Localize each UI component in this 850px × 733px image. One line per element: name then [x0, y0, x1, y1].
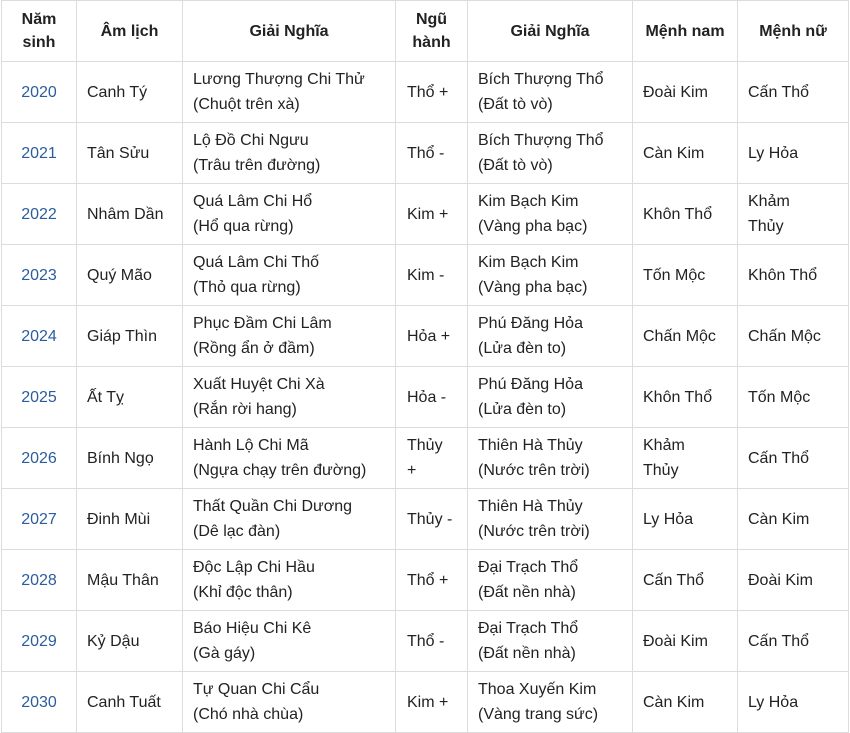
menh-nu-line-1: Ly Hỏa	[748, 144, 799, 162]
menh-nam-line-1: Đoài Kim	[643, 83, 708, 101]
menh-nu-cell	[738, 123, 849, 184]
table-row	[2, 62, 849, 123]
giai-nghia-2-cell	[468, 184, 633, 245]
menh-nu-line-1: Đoài Kim	[748, 571, 813, 589]
giai-nghia-2-line-1: Đại Trạch Thổ	[478, 620, 579, 637]
header-giai-nghia-1: Giải Nghĩa	[183, 1, 396, 62]
giai-nghia-2-line-1: Kim Bạch Kim	[478, 193, 579, 210]
menh-nam-cell	[633, 184, 738, 245]
menh-nam-cell	[633, 62, 738, 123]
menh-nu-line-2: Thủy	[748, 218, 784, 235]
year-link[interactable]: 2025	[2, 367, 77, 428]
giai-nghia-2-line-1: Thoa Xuyến Kim	[478, 681, 597, 698]
giai-nghia-1-line-1: Phục Đầm Chi Lâm	[193, 315, 332, 332]
table-row	[2, 550, 849, 611]
giai-nghia-2-line-1: Phú Đăng Hỏa	[478, 315, 583, 332]
menh-nam-cell	[633, 489, 738, 550]
menh-nu-cell	[738, 672, 849, 733]
year-link[interactable]: 2023	[2, 245, 77, 306]
menh-nu-cell	[738, 62, 849, 123]
giai-nghia-2-line-2: (Vàng trang sức)	[478, 706, 599, 723]
header-row	[2, 1, 849, 62]
zodiac-table	[1, 0, 849, 733]
giai-nghia-2-cell	[468, 245, 633, 306]
menh-nam-cell	[633, 428, 738, 489]
year-link[interactable]: 2024	[2, 306, 77, 367]
am-lich-cell: Canh Tuất	[77, 672, 183, 733]
giai-nghia-1-line-1: Lương Thượng Chi Thử	[193, 71, 365, 88]
menh-nam-cell	[633, 550, 738, 611]
header-menh-nam: Mệnh nam	[633, 1, 738, 62]
giai-nghia-2-line-2: (Lửa đèn to)	[478, 401, 567, 418]
menh-nam-line-1: Tốn Mộc	[643, 266, 706, 284]
giai-nghia-2-line-1: Bích Thượng Thổ	[478, 71, 604, 88]
ngu-hanh-cell	[396, 306, 468, 367]
giai-nghia-1-line-2: (Chuột trên xà)	[193, 96, 300, 113]
am-lich-cell: Bính Ngọ	[77, 428, 183, 489]
table-body	[2, 62, 849, 733]
giai-nghia-1-line-2: (Hổ qua rừng)	[193, 218, 294, 235]
giai-nghia-1-line-1: Báo Hiệu Chi Kê	[193, 620, 312, 637]
menh-nu-line-1: Cấn Thổ	[748, 449, 810, 467]
giai-nghia-1-cell	[183, 306, 396, 367]
giai-nghia-1-cell	[183, 489, 396, 550]
giai-nghia-1-line-1: Xuất Huyệt Chi Xà	[193, 376, 325, 393]
menh-nu-line-1: Chấn Mộc	[748, 327, 821, 345]
am-lich-cell: Quý Mão	[77, 245, 183, 306]
giai-nghia-2-cell	[468, 611, 633, 672]
ngu-hanh-line-2: +	[407, 462, 417, 479]
header-nam-sinh	[2, 1, 77, 62]
table-row	[2, 428, 849, 489]
ngu-hanh-cell	[396, 489, 468, 550]
giai-nghia-1-line-2: (Thỏ qua rừng)	[193, 279, 301, 296]
ngu-hanh-line-1: Hỏa -	[407, 388, 447, 406]
menh-nam-line-1: Càn Kim	[643, 693, 705, 711]
giai-nghia-1-line-1: Thất Quần Chi Dương	[193, 498, 353, 515]
ngu-hanh-line-1: Thổ +	[407, 83, 449, 101]
am-lich-cell: Tân Sửu	[77, 123, 183, 184]
menh-nam-cell	[633, 123, 738, 184]
giai-nghia-1-line-1: Độc Lập Chi Hầu	[193, 559, 315, 576]
year-link[interactable]: 2021	[2, 123, 77, 184]
giai-nghia-2-line-2: (Nước trên trời)	[478, 462, 590, 479]
giai-nghia-2-cell	[468, 550, 633, 611]
giai-nghia-2-line-2: (Đất tò vò)	[478, 157, 553, 174]
giai-nghia-2-line-1: Phú Đăng Hỏa	[478, 376, 583, 393]
menh-nam-cell	[633, 367, 738, 428]
giai-nghia-2-cell	[468, 62, 633, 123]
menh-nam-cell	[633, 672, 738, 733]
giai-nghia-2-cell	[468, 428, 633, 489]
giai-nghia-2-line-2: (Nước trên trời)	[478, 523, 590, 540]
menh-nam-line-1: Khảm	[643, 437, 685, 454]
giai-nghia-2-line-2: (Vàng pha bạc)	[478, 218, 588, 235]
ngu-hanh-line-1: Thổ -	[407, 632, 445, 650]
header-ngu-hanh-line-1: Ngũ	[415, 11, 448, 28]
menh-nu-cell	[738, 550, 849, 611]
am-lich-cell: Giáp Thìn	[77, 306, 183, 367]
header-nam-sinh-line-2: sinh	[22, 34, 56, 51]
giai-nghia-2-line-2: (Vàng pha bạc)	[478, 279, 588, 296]
giai-nghia-2-line-2: (Đất tò vò)	[478, 96, 553, 113]
menh-nam-line-1: Khôn Thổ	[643, 388, 713, 406]
ngu-hanh-cell	[396, 123, 468, 184]
giai-nghia-1-line-1: Lộ Đồ Chi Ngưu	[193, 132, 309, 149]
menh-nu-line-1: Khôn Thổ	[748, 266, 818, 284]
giai-nghia-1-cell	[183, 245, 396, 306]
giai-nghia-1-line-2: (Khỉ độc thân)	[193, 584, 293, 601]
header-ngu-hanh	[396, 1, 468, 62]
menh-nam-line-1: Chấn Mộc	[643, 327, 716, 345]
ngu-hanh-line-1: Kim -	[407, 266, 445, 284]
menh-nu-line-1: Càn Kim	[748, 510, 810, 528]
menh-nu-cell	[738, 428, 849, 489]
year-link[interactable]: 2020	[2, 62, 77, 123]
giai-nghia-1-cell	[183, 672, 396, 733]
header-nam-sinh-line-1: Năm	[21, 11, 57, 28]
year-link[interactable]: 2030	[2, 672, 77, 733]
ngu-hanh-line-1: Kim +	[407, 205, 449, 223]
giai-nghia-1-line-2: (Ngựa chạy trên đường)	[193, 462, 367, 479]
ngu-hanh-line-1: Thủy -	[407, 510, 453, 528]
giai-nghia-1-line-1: Quá Lâm Chi Thố	[193, 254, 319, 271]
giai-nghia-2-line-2: (Đất nền nhà)	[478, 584, 576, 601]
menh-nam-cell	[633, 245, 738, 306]
giai-nghia-1-line-2: (Rắn rời hang)	[193, 401, 297, 418]
header-ngu-hanh-line-2: hành	[412, 34, 451, 51]
giai-nghia-1-cell	[183, 611, 396, 672]
menh-nam-line-1: Đoài Kim	[643, 632, 708, 650]
ngu-hanh-line-1: Thổ -	[407, 144, 445, 162]
table-row	[2, 611, 849, 672]
menh-nu-line-1: Tốn Mộc	[748, 388, 811, 406]
ngu-hanh-cell	[396, 367, 468, 428]
am-lich-cell: Ất Tỵ	[77, 367, 183, 428]
menh-nam-line-1: Khôn Thổ	[643, 205, 713, 223]
menh-nu-line-1: Khảm	[748, 193, 790, 210]
menh-nu-cell	[738, 489, 849, 550]
giai-nghia-2-line-1: Thiên Hà Thủy	[478, 437, 583, 454]
giai-nghia-1-line-2: (Chó nhà chùa)	[193, 706, 304, 723]
menh-nu-line-1: Cấn Thổ	[748, 83, 810, 101]
year-link[interactable]: 2026	[2, 428, 77, 489]
giai-nghia-1-cell	[183, 550, 396, 611]
menh-nu-cell	[738, 367, 849, 428]
am-lich-cell: Nhâm Dần	[77, 184, 183, 245]
giai-nghia-2-cell	[468, 367, 633, 428]
menh-nu-cell	[738, 184, 849, 245]
ngu-hanh-cell	[396, 550, 468, 611]
giai-nghia-2-line-2: (Đất nền nhà)	[478, 645, 576, 662]
giai-nghia-2-cell	[468, 672, 633, 733]
menh-nu-cell	[738, 611, 849, 672]
table-row	[2, 367, 849, 428]
giai-nghia-1-cell	[183, 62, 396, 123]
ngu-hanh-line-1: Hỏa +	[407, 327, 451, 345]
year-link[interactable]: 2028	[2, 550, 77, 611]
menh-nu-cell	[738, 306, 849, 367]
menh-nu-line-1: Cấn Thổ	[748, 632, 810, 650]
giai-nghia-1-line-2: (Dê lạc đàn)	[193, 523, 281, 540]
table-row	[2, 672, 849, 733]
header-am-lich: Âm lịch	[77, 1, 183, 62]
year-link[interactable]: 2029	[2, 611, 77, 672]
am-lich-cell: Mậu Thân	[77, 550, 183, 611]
ngu-hanh-line-1: Kim +	[407, 693, 449, 711]
giai-nghia-2-line-1: Bích Thượng Thổ	[478, 132, 604, 149]
giai-nghia-1-line-2: (Gà gáy)	[193, 645, 256, 662]
giai-nghia-1-line-2: (Rồng ẩn ở đầm)	[193, 340, 315, 357]
giai-nghia-1-cell	[183, 428, 396, 489]
giai-nghia-2-line-1: Thiên Hà Thủy	[478, 498, 583, 515]
giai-nghia-2-cell	[468, 306, 633, 367]
ngu-hanh-line-1: Thổ +	[407, 571, 449, 589]
ngu-hanh-cell	[396, 611, 468, 672]
giai-nghia-1-cell	[183, 123, 396, 184]
giai-nghia-2-line-1: Kim Bạch Kim	[478, 254, 579, 271]
year-link[interactable]: 2022	[2, 184, 77, 245]
ngu-hanh-cell	[396, 428, 468, 489]
table-row	[2, 245, 849, 306]
ngu-hanh-cell	[396, 184, 468, 245]
header-giai-nghia-2: Giải Nghĩa	[468, 1, 633, 62]
ngu-hanh-cell	[396, 245, 468, 306]
am-lich-cell: Canh Tý	[77, 62, 183, 123]
table-row	[2, 123, 849, 184]
menh-nam-cell	[633, 306, 738, 367]
ngu-hanh-cell	[396, 672, 468, 733]
table-row	[2, 306, 849, 367]
menh-nu-cell	[738, 245, 849, 306]
giai-nghia-2-line-1: Đại Trạch Thổ	[478, 559, 579, 576]
giai-nghia-1-line-2: (Trâu trên đường)	[193, 157, 321, 174]
year-link[interactable]: 2027	[2, 489, 77, 550]
giai-nghia-2-line-2: (Lửa đèn to)	[478, 340, 567, 357]
table-row	[2, 184, 849, 245]
giai-nghia-1-line-1: Quá Lâm Chi Hổ	[193, 193, 313, 210]
ngu-hanh-line-1: Thủy	[407, 437, 443, 454]
menh-nam-line-1: Càn Kim	[643, 144, 705, 162]
menh-nam-line-2: Thủy	[643, 462, 679, 479]
menh-nam-line-1: Ly Hỏa	[643, 510, 694, 528]
ngu-hanh-cell	[396, 62, 468, 123]
menh-nam-line-1: Cấn Thổ	[643, 571, 705, 589]
menh-nam-cell	[633, 611, 738, 672]
giai-nghia-1-cell	[183, 184, 396, 245]
giai-nghia-1-line-1: Tự Quan Chi Cẩu	[193, 681, 320, 698]
giai-nghia-2-cell	[468, 489, 633, 550]
am-lich-cell: Đinh Mùi	[77, 489, 183, 550]
am-lich-cell: Kỷ Dậu	[77, 611, 183, 672]
giai-nghia-1-cell	[183, 367, 396, 428]
giai-nghia-2-cell	[468, 123, 633, 184]
giai-nghia-1-line-1: Hành Lộ Chi Mã	[193, 437, 309, 454]
table-row	[2, 489, 849, 550]
menh-nu-line-1: Ly Hỏa	[748, 693, 799, 711]
header-menh-nu: Mệnh nữ	[738, 1, 849, 62]
